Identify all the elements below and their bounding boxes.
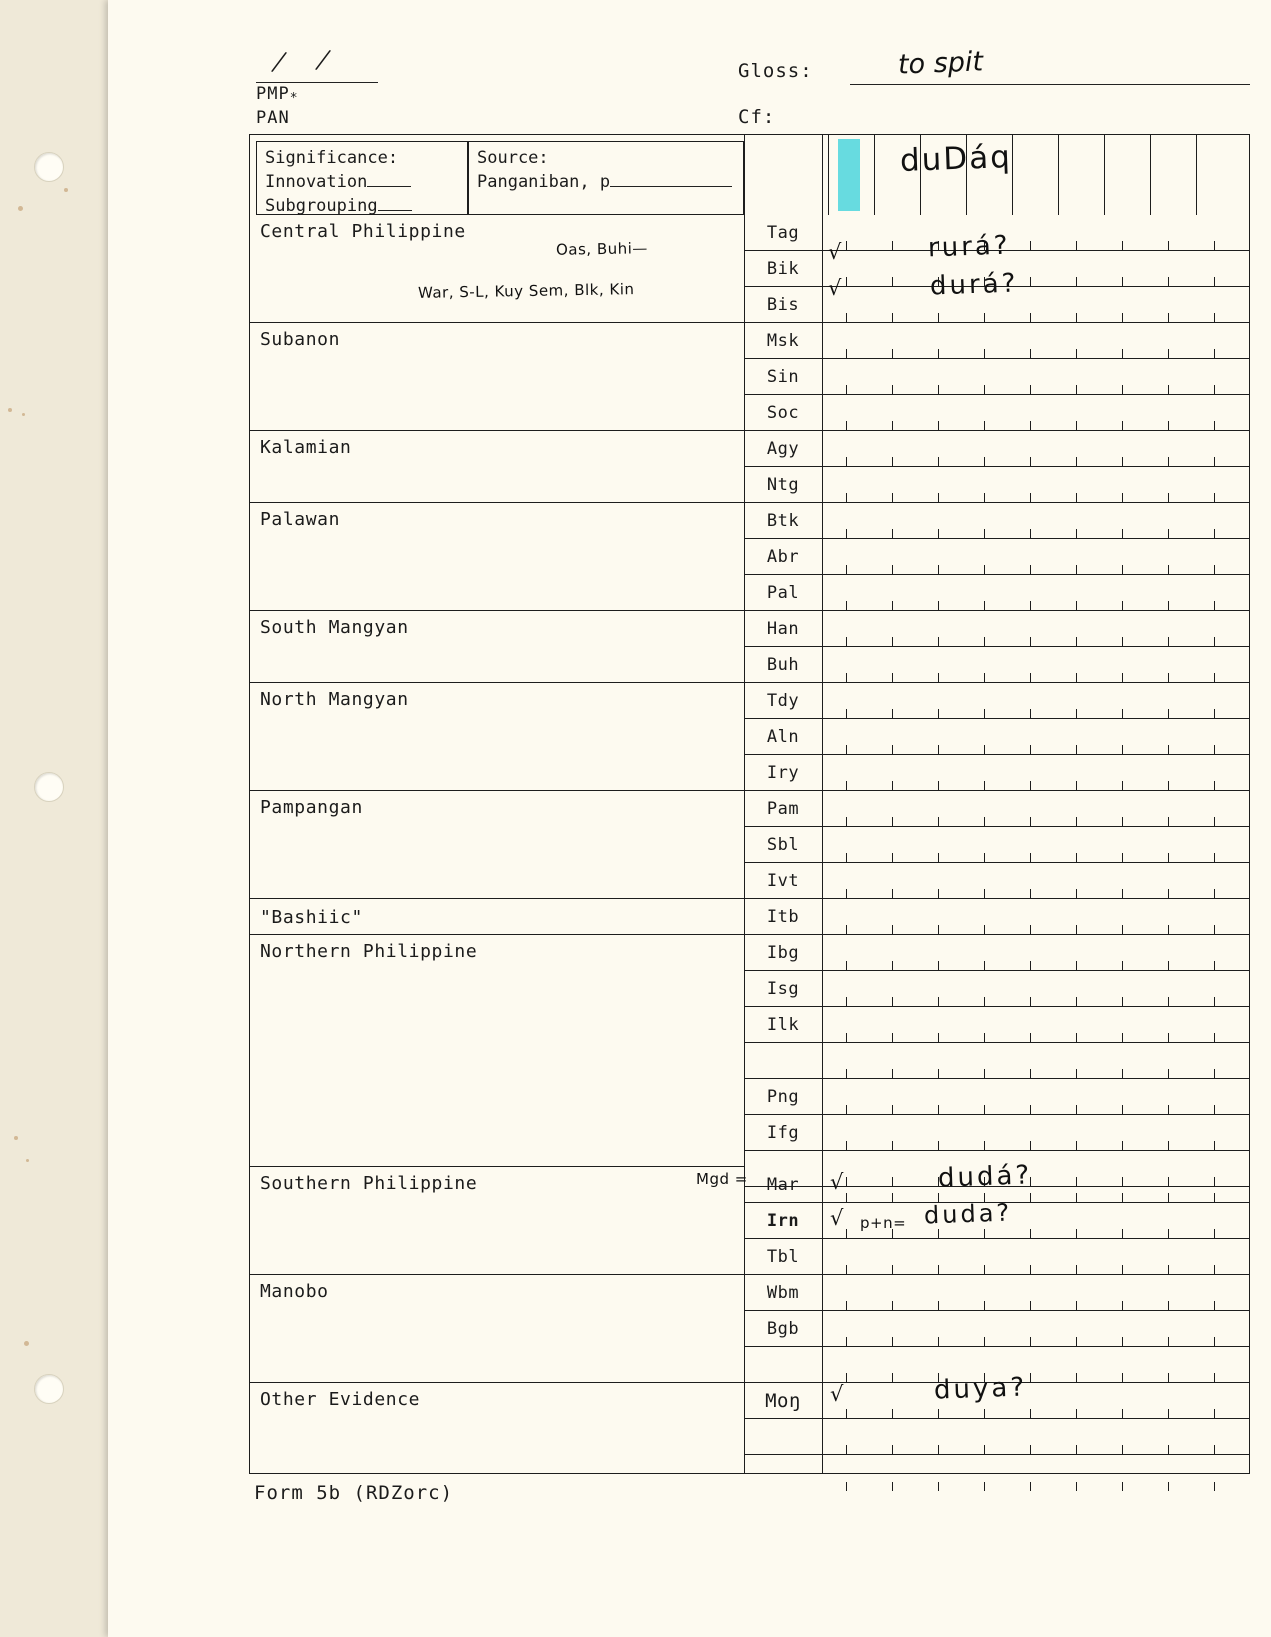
- form-row-soc[interactable]: [822, 395, 1249, 431]
- innovation-blank[interactable]: [367, 173, 411, 187]
- row-ticks: [822, 250, 1249, 286]
- header-form-grid: [822, 135, 1249, 215]
- row-ticks: [822, 1042, 1249, 1078]
- pmp-asterisk: *: [289, 91, 299, 106]
- form-row-agy[interactable]: [822, 431, 1249, 467]
- abbrev-abr: Abr: [744, 539, 822, 575]
- abbrev-bis: Bis: [744, 287, 822, 323]
- entry-check-mon: √: [830, 1382, 844, 1406]
- abbrev-ibg: Ibg: [744, 935, 822, 971]
- row-ticks: [822, 1238, 1249, 1274]
- form-row-pal[interactable]: [822, 575, 1249, 611]
- abbrev-blank-4: [744, 1419, 822, 1455]
- form-row-blank-4[interactable]: [822, 1419, 1249, 1455]
- row-ticks: [822, 1310, 1249, 1346]
- group-row-bashiic: "Bashiic": [250, 899, 744, 935]
- abbrev-itb: Itb: [744, 899, 822, 935]
- source-label: Source:: [477, 148, 549, 168]
- group-row-pampangan: Pampangan: [250, 791, 744, 899]
- entry-sources-bis: War, S-L, Kuy Sem, Blk, Kin: [417, 280, 635, 302]
- paper-speck: [18, 206, 23, 211]
- abbrev-png: Png: [744, 1079, 822, 1115]
- row-ticks: [822, 790, 1249, 826]
- abbrev-soc: Soc: [744, 395, 822, 431]
- punch-hole-bottom: [34, 1374, 64, 1404]
- form-row-sin[interactable]: [822, 359, 1249, 395]
- punch-hole-top: [34, 152, 64, 182]
- form-row-ntg[interactable]: [822, 467, 1249, 503]
- paper-speck: [8, 408, 12, 412]
- gloss-underline: [850, 84, 1250, 85]
- row-ticks: [822, 214, 1249, 250]
- group-row-other-evidence: Other Evidence: [260, 1389, 421, 1410]
- abbrev-pal: Pal: [744, 575, 822, 611]
- subgrouping-blank[interactable]: [378, 197, 412, 211]
- abbrev-tdy: Tdy: [744, 683, 822, 719]
- form-row-ilk[interactable]: [822, 1007, 1249, 1043]
- cf-label: Cf:: [738, 106, 776, 128]
- form-row-blank-1[interactable]: [822, 1043, 1249, 1079]
- abbrev-agy: Agy: [744, 431, 822, 467]
- form-footer-label: Form 5b (RDZorc): [254, 1482, 454, 1504]
- group-row-northern-philippine: Northern Philippine: [250, 935, 744, 1167]
- source-page-blank[interactable]: [610, 173, 732, 187]
- pan-label: PAN: [256, 108, 290, 128]
- group-row-central-philippine: Central Philippine: [250, 215, 744, 323]
- entry-check-irn: √: [830, 1206, 844, 1230]
- form-row-tdy[interactable]: [822, 683, 1249, 719]
- entry-form-mar: dudá?: [937, 1160, 1033, 1194]
- pmp-underline: [256, 82, 378, 83]
- entry-sources-mar: Mgd =: [696, 1170, 748, 1188]
- abbrev-msk: Msk: [744, 323, 822, 359]
- group-row-manobo: Manobo: [250, 1275, 744, 1383]
- row-ticks: [822, 286, 1249, 322]
- document-page: [108, 0, 1271, 1637]
- abbrev-blank-5: [744, 1455, 822, 1491]
- abbrev-ivt: Ivt: [744, 863, 822, 899]
- form-row-msk[interactable]: [822, 323, 1249, 359]
- row-ticks: [822, 1455, 1249, 1491]
- abbrev-pam: Pam: [744, 791, 822, 827]
- abbrev-tbl: Tbl: [744, 1239, 822, 1275]
- row-ticks: [822, 430, 1249, 466]
- header-reconstruction-form: duDáq: [899, 139, 1013, 179]
- form-row-bis[interactable]: [822, 287, 1249, 323]
- abbrev-wbm: Wbm: [744, 1275, 822, 1311]
- teal-highlight: [838, 139, 860, 211]
- row-ticks: [822, 538, 1249, 574]
- entry-check-bis: √: [828, 276, 842, 300]
- row-ticks: [822, 1166, 1249, 1202]
- punch-hole-middle: [34, 772, 64, 802]
- row-ticks: [822, 358, 1249, 394]
- pmp-label-text: PMP: [256, 84, 290, 104]
- paper-speck: [14, 1136, 18, 1140]
- abbrev-buh: Buh: [744, 647, 822, 683]
- entry-form-bik: rurá?: [927, 230, 1012, 264]
- abbrev-bgb: Bgb: [744, 1311, 822, 1347]
- gloss-value: to spit: [897, 46, 984, 81]
- source-value: Panganiban, p: [477, 172, 611, 192]
- cognate-table: [249, 134, 1250, 1474]
- form-row-ivt[interactable]: [822, 863, 1249, 899]
- row-ticks: [822, 1114, 1249, 1150]
- form-row-png[interactable]: [822, 1079, 1249, 1115]
- entry-check-mar: √: [830, 1170, 844, 1194]
- abbrev-blank-3: [744, 1347, 822, 1383]
- abbrev-btk: Btk: [744, 503, 822, 539]
- group-row-palawan: Palawan: [250, 503, 744, 611]
- form-row-mar[interactable]: [822, 1167, 1249, 1203]
- form-row-pam[interactable]: [822, 791, 1249, 827]
- pmp-label: [256, 84, 299, 104]
- abbrev-mon: Moŋ: [744, 1383, 822, 1419]
- form-row-han[interactable]: [822, 611, 1249, 647]
- row-ticks: [822, 970, 1249, 1006]
- form-row-tag[interactable]: [822, 215, 1249, 251]
- row-ticks: [822, 610, 1249, 646]
- row-ticks: [822, 1418, 1249, 1454]
- form-row-itb[interactable]: [822, 899, 1249, 935]
- row-ticks: [822, 466, 1249, 502]
- row-ticks: [822, 682, 1249, 718]
- form-row-tbl[interactable]: [822, 1239, 1249, 1275]
- abbrev-sin: Sin: [744, 359, 822, 395]
- row-ticks: [822, 646, 1249, 682]
- form-row-blank-3[interactable]: [822, 1347, 1249, 1383]
- form-row-sbl[interactable]: [822, 827, 1249, 863]
- abbrev-bik: Bik: [744, 251, 822, 287]
- row-ticks: [822, 1078, 1249, 1114]
- paper-speck: [22, 413, 25, 416]
- gloss-label: Gloss:: [738, 60, 813, 82]
- row-ticks: [822, 574, 1249, 610]
- form-row-aln[interactable]: [822, 719, 1249, 755]
- form-row-btk[interactable]: [822, 503, 1249, 539]
- paper-speck: [24, 1341, 29, 1346]
- form-row-ibg[interactable]: [822, 935, 1249, 971]
- row-ticks: [822, 934, 1249, 970]
- pmp-slash-marks: / /: [268, 41, 334, 82]
- subgrouping-label: Subgrouping: [265, 196, 378, 216]
- entry-prefix-irn: p+n=: [860, 1214, 907, 1232]
- abbrev-ntg: Ntg: [744, 467, 822, 503]
- innovation-label: Innovation: [265, 172, 368, 192]
- source-box: [468, 141, 744, 215]
- row-ticks: [822, 1346, 1249, 1382]
- form-row-bik[interactable]: [822, 251, 1249, 287]
- paper-speck: [64, 188, 68, 192]
- group-row-subanon: Subanon: [250, 323, 744, 431]
- paper-speck: [26, 1159, 29, 1162]
- abbrev-aln: Aln: [744, 719, 822, 755]
- group-row-north-mangyan: North Mangyan: [250, 683, 744, 791]
- significance-box: [256, 141, 468, 215]
- row-ticks: [822, 322, 1249, 358]
- abbrev-isg: Isg: [744, 971, 822, 1007]
- row-ticks: [822, 1006, 1249, 1042]
- row-ticks: [822, 1274, 1249, 1310]
- row-ticks: [822, 754, 1249, 790]
- abbrev-tag: Tag: [744, 215, 822, 251]
- abbrev-mar: Mar: [744, 1167, 822, 1203]
- entry-check-bik: √: [828, 240, 842, 264]
- entry-form-mon: duya?: [933, 1372, 1028, 1406]
- abbrev-sbl: Sbl: [744, 827, 822, 863]
- row-ticks: [822, 394, 1249, 430]
- row-ticks: [822, 1382, 1249, 1418]
- form-row-iry[interactable]: [822, 755, 1249, 791]
- row-ticks: [822, 502, 1249, 538]
- group-row-kalamian: Kalamian: [250, 431, 744, 503]
- form-row-ifg[interactable]: [822, 1115, 1249, 1151]
- abbrev-han: Han: [744, 611, 822, 647]
- form-row-blank-5[interactable]: [822, 1455, 1249, 1491]
- form-row-isg[interactable]: [822, 971, 1249, 1007]
- group-row-south-mangyan: South Mangyan: [250, 611, 744, 683]
- abbrev-blank-1: [744, 1043, 822, 1079]
- row-ticks: [822, 862, 1249, 898]
- row-ticks: [822, 718, 1249, 754]
- form-row-buh[interactable]: [822, 647, 1249, 683]
- significance-label: Significance:: [265, 148, 399, 168]
- abbrev-irn: Irn: [744, 1203, 822, 1239]
- abbrev-ifg: Ifg: [744, 1115, 822, 1151]
- entry-form-irn: duda?: [923, 1198, 1013, 1230]
- form-row-bgb[interactable]: [822, 1311, 1249, 1347]
- abbrev-ilk: Ilk: [744, 1007, 822, 1043]
- entry-form-bis: durá?: [929, 268, 1019, 302]
- form-row-mon[interactable]: [822, 1383, 1249, 1419]
- row-ticks: [822, 898, 1249, 934]
- form-row-wbm[interactable]: [822, 1275, 1249, 1311]
- row-ticks: [822, 826, 1249, 862]
- group-row-southern-philippine: Southern Philippine: [250, 1167, 744, 1275]
- form-row-abr[interactable]: [822, 539, 1249, 575]
- abbrev-iry: Iry: [744, 755, 822, 791]
- entry-sources-bik: Oas, Buhi—: [555, 239, 648, 259]
